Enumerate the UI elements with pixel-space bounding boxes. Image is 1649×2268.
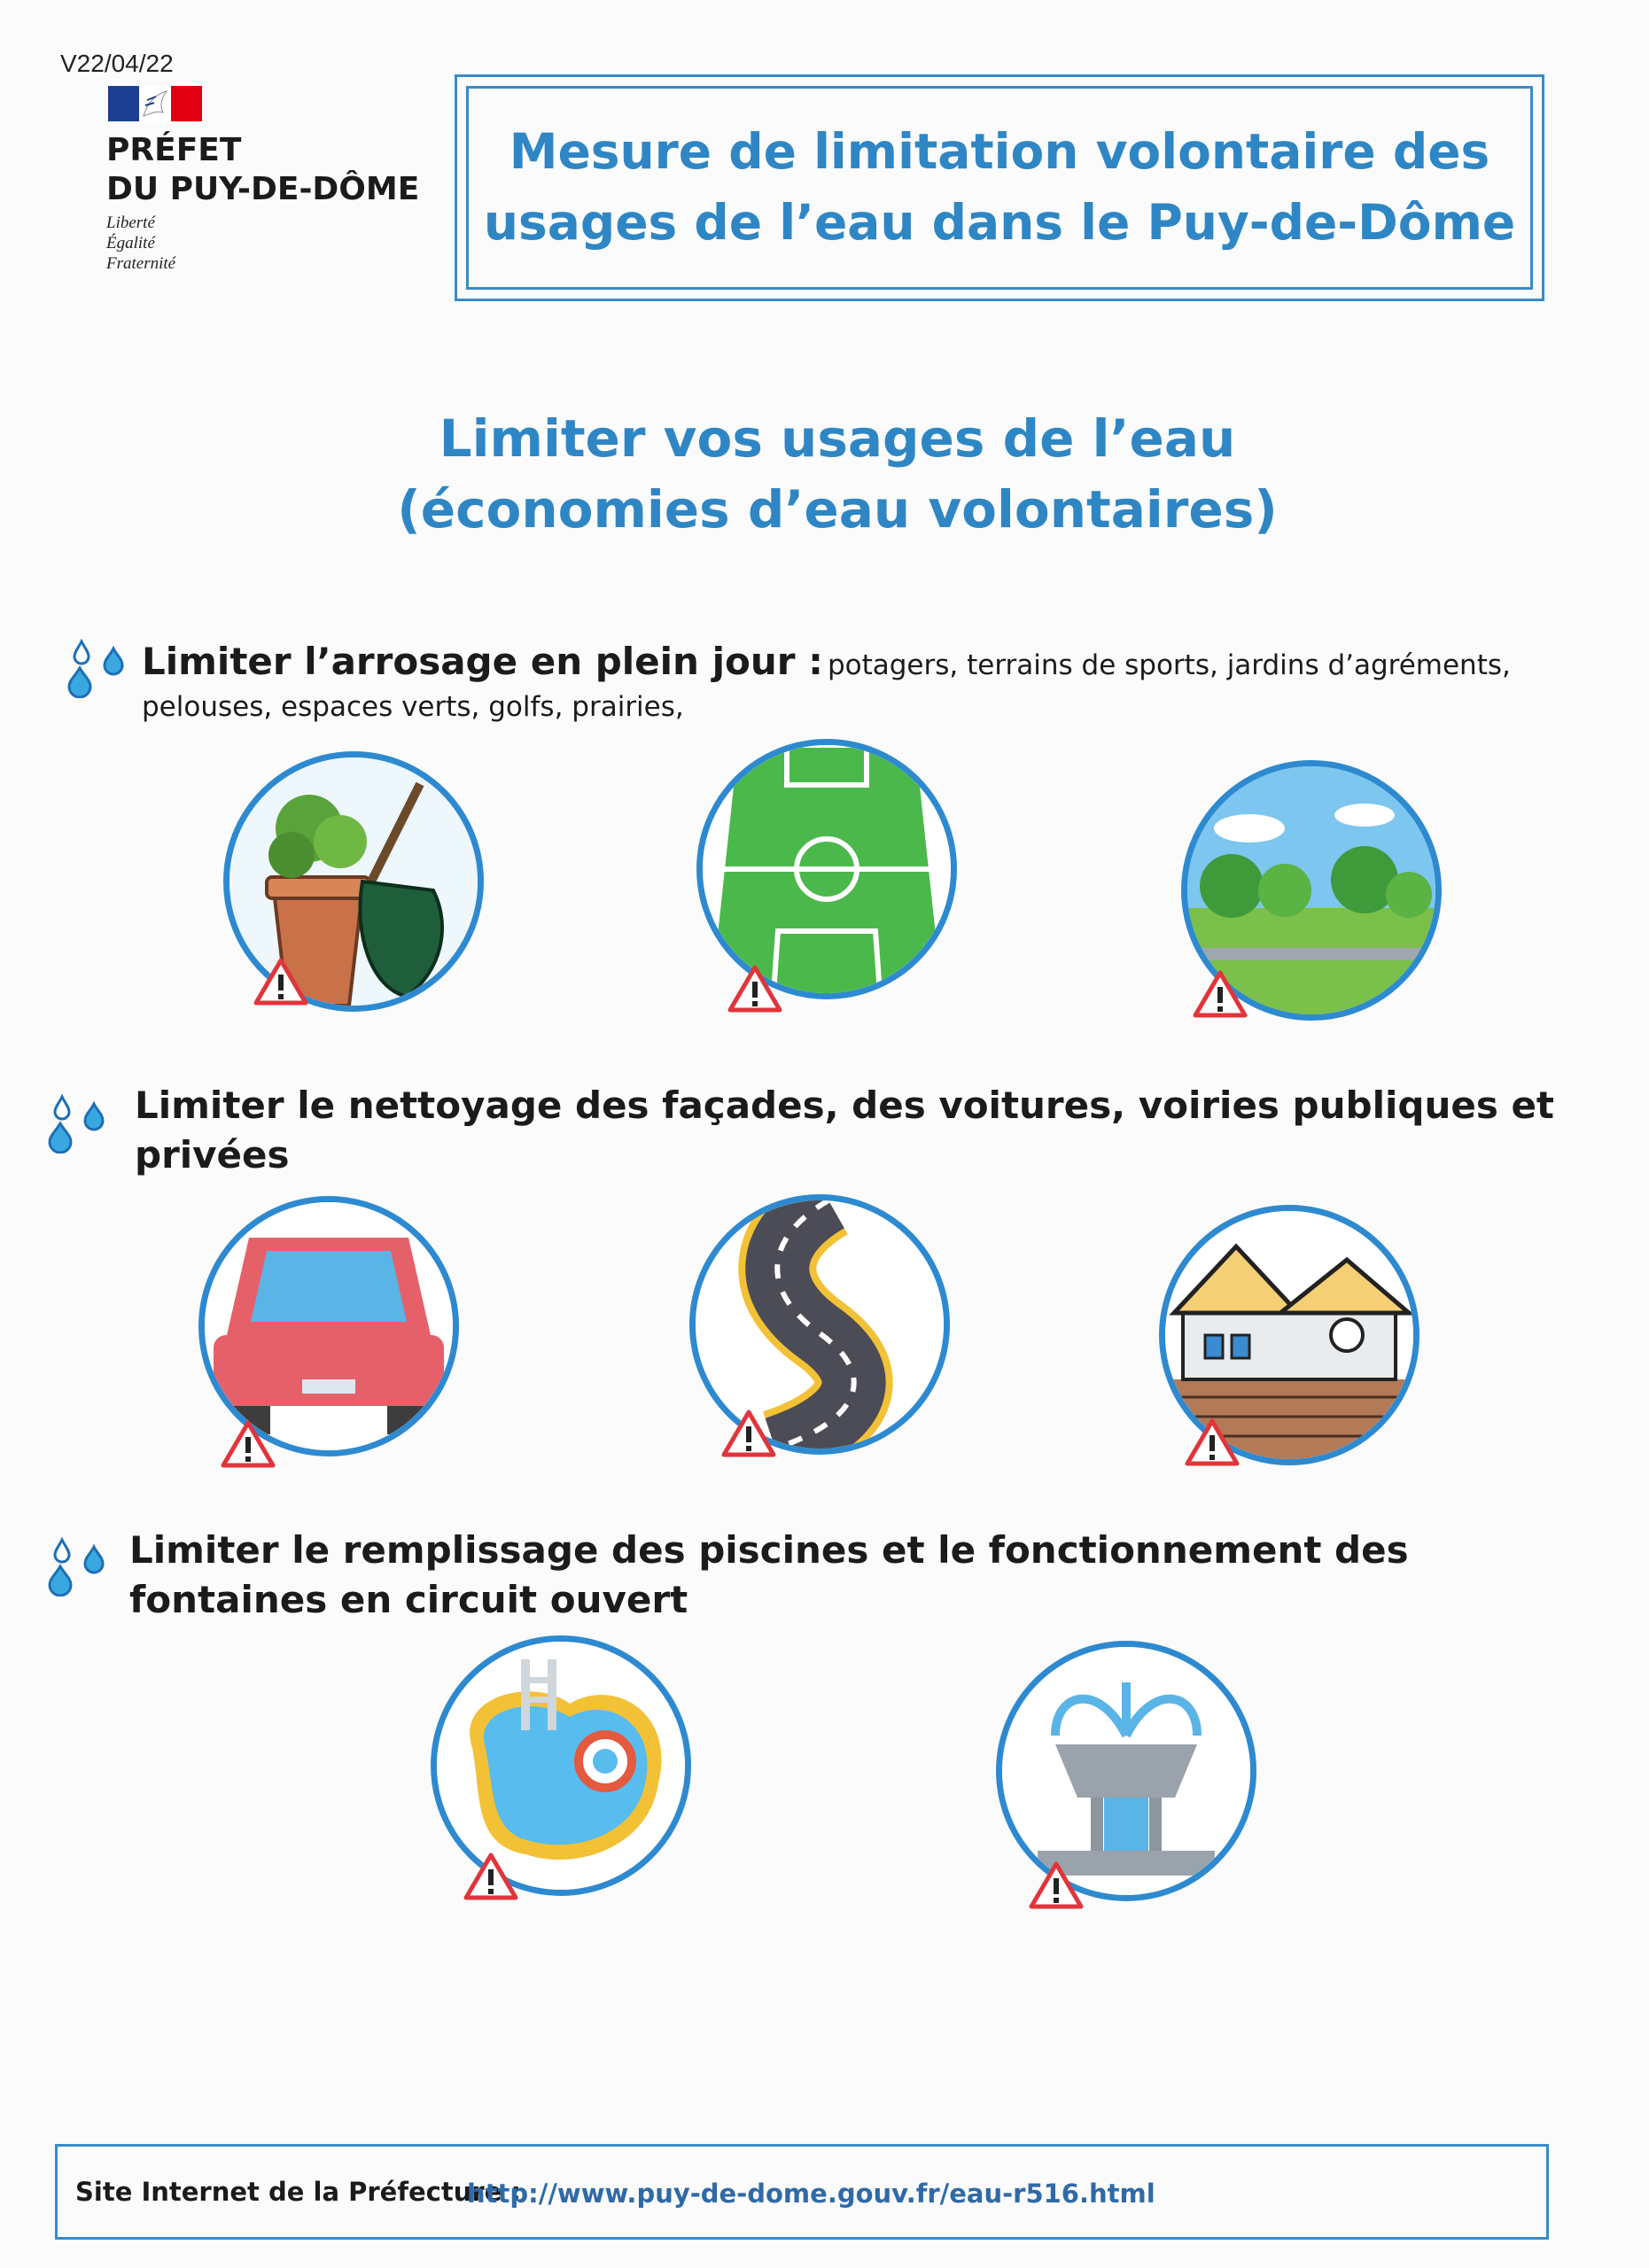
warning-icon — [720, 1409, 777, 1458]
marianne-flag-icon — [108, 86, 202, 121]
logo-line2: DU PUY-DE-DÔME — [106, 171, 420, 207]
section-pools-heading-line1: Limiter le remplissage des piscines et le fonctionnement des — [129, 1528, 1409, 1572]
subtitle — [337, 403, 1338, 545]
warning-icon — [463, 1852, 519, 1901]
section-cleaning-heading-line1: Limiter le nettoyage des façades, des voitures, voiries publiques et — [135, 1084, 1555, 1127]
warning-icon — [1184, 1418, 1241, 1467]
section-watering-heading: Limiter l’arrosage en plein jour : — [142, 640, 823, 683]
section-pools-heading-line2: fontaines en circuit ouvert — [129, 1578, 688, 1621]
football-field-icon — [696, 739, 957, 999]
warning-icon — [253, 957, 309, 1006]
logo-title — [106, 131, 419, 209]
title-box — [455, 74, 1544, 301]
footer-label: Site Internet de la Préfecture : — [75, 2177, 521, 2207]
section-cleaning — [135, 1081, 1588, 1180]
section-cleaning-heading-line2: privées — [135, 1133, 290, 1177]
page-title — [457, 116, 1542, 258]
warning-icon — [1192, 969, 1248, 1019]
water-drops-icon — [43, 1534, 113, 1596]
prefecture-website-link[interactable]: http://www.puy-de-dome.gouv.fr/eau-r516.html — [467, 2179, 1155, 2209]
page-title-line1: Mesure de limitation volontaire des — [509, 123, 1490, 180]
warning-icon — [220, 1419, 276, 1469]
water-drops-icon — [43, 1091, 113, 1153]
motto-liberte: Liberté — [106, 214, 155, 232]
car-icon — [198, 1196, 459, 1456]
section-pools-fountains — [129, 1526, 1583, 1625]
motto — [106, 213, 175, 274]
warning-icon — [1028, 1860, 1085, 1910]
page-title-line2: usages de l’eau dans le Puy-de-Dôme — [483, 194, 1516, 251]
section-watering-detail-line1: potagers, terrains de sports, jardins d’agréments, — [827, 649, 1511, 681]
version-label: V22/04/22 — [60, 50, 174, 77]
subtitle-line2: (économies d’eau volontaires) — [397, 479, 1278, 540]
section-watering-detail-line2: pelouses, espaces verts, golfs, prairies, — [142, 691, 684, 723]
subtitle-line1: Limiter vos usages de l’eau — [439, 408, 1236, 469]
motto-egalite: Égalité — [106, 234, 155, 252]
water-drops-icon — [62, 636, 133, 698]
section-watering — [142, 640, 1560, 683]
logo-line1: PRÉFET — [106, 132, 242, 168]
motto-fraternite: Fraternité — [106, 254, 176, 273]
warning-icon — [727, 964, 783, 1014]
footer-box — [55, 2144, 1549, 2240]
